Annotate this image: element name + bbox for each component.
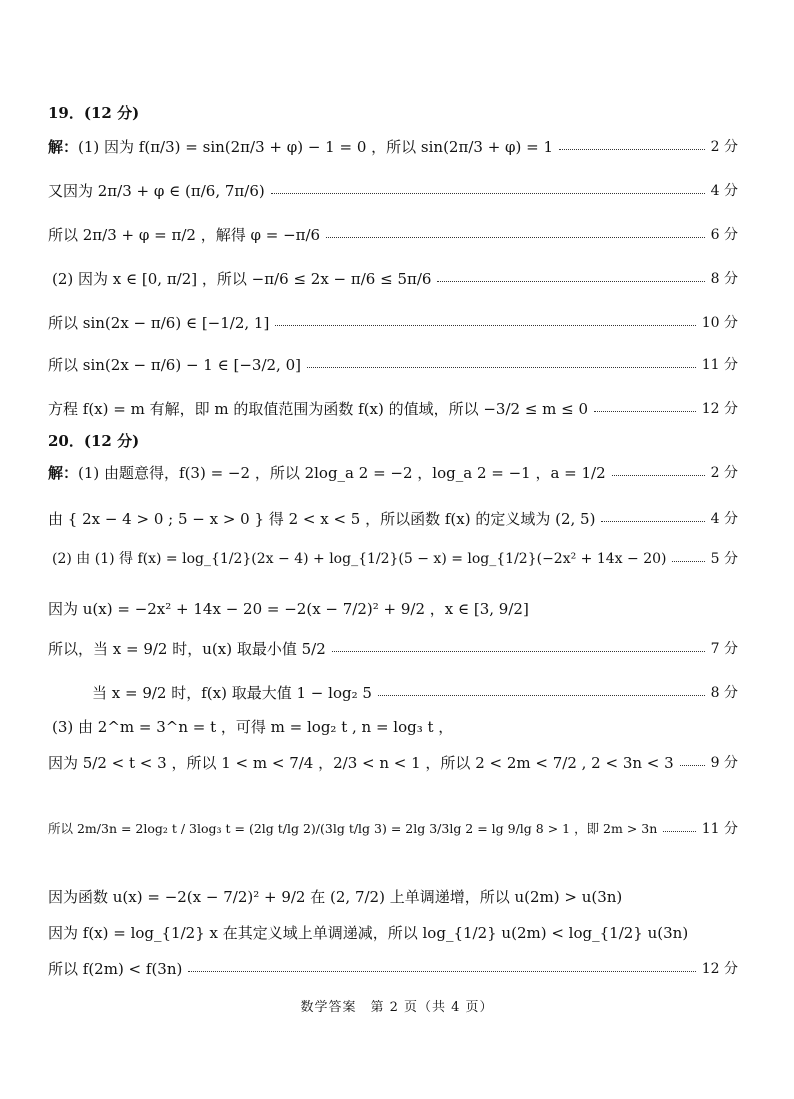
score-label: 4 分 [710, 183, 738, 199]
leader-dots [307, 367, 696, 368]
q19-step-1: 解： (1) 因为 f(π/3) = sin(2π/3 + φ) − 1 = 0 ，所以 sin(2π/3 + φ) = 1 2 分 [48, 137, 738, 156]
leader-dots [663, 831, 695, 832]
score-label: 7 分 [710, 641, 738, 657]
q20-step-1: 解： (1) 由题意得，f(3) = −2 ，所以 2log_a 2 = −2 ，log_a 2 = −1 ，a = 1/2 2 分 [48, 463, 738, 482]
score-label: 4 分 [710, 511, 738, 527]
q20-step-2: 由 { 2x − 4 > 0 ; 5 − x > 0 } 得 2 < x < 5 ，所以函数 f(x) 的定义域为 (2, 5) 4 分 [48, 509, 738, 528]
score-label: 2 分 [710, 465, 738, 481]
leader-dots [326, 237, 705, 238]
score-label: 6 分 [710, 227, 738, 243]
leader-dots [680, 765, 705, 766]
leader-dots [612, 475, 705, 476]
page-footer: 数学答案 第 2 页（共 4 页） [300, 1000, 494, 1015]
score-label: 11 分 [701, 357, 738, 373]
q20-step-3: (2) 由 (1) 得 f(x) = log_{1/2}(2x − 4) + log_{1/2}(5 − x) = log_{1/2}(−2x² + 14x − 20) 5 分 [52, 538, 738, 578]
q19-step-3: 所以 2π/3 + φ = π/2 ，解得 φ = −π/6 6 分 [48, 225, 738, 244]
q20-step-8: 因为 5/2 < t < 3 ，所以 1 < m < 7/4 ，2/3 < n < 1 ，所以 2 < 2m < 7/2 , 2 < 3n < 3 9 分 [48, 753, 738, 772]
leader-dots [332, 651, 705, 652]
leader-dots [378, 695, 705, 696]
q19-step-6: 所以 sin(2x − π/6) − 1 ∈ [−3/2, 0] 11 分 [48, 355, 738, 374]
score-label: 10 分 [701, 315, 738, 331]
leader-dots [437, 281, 704, 282]
q19-step-7: 方程 f(x) = m 有解，即 m 的取值范围为函数 f(x) 的值域，所以 −3/2 ≤ m ≤ 0 12 分 [48, 399, 738, 418]
score-label: 2 分 [710, 139, 738, 155]
q19-step-5: 所以 sin(2x − π/6) ∈ [−1/2, 1] 10 分 [48, 313, 738, 332]
q20-step-6: 当 x = 9/2 时，f(x) 取最大值 1 − log₂ 5 8 分 [92, 683, 738, 702]
q19-heading: 19．(12 分) [48, 103, 140, 122]
q20-step-7: (3) 由 2^m = 3^n = t ，可得 m = log₂ t , n = log₃ t ， [52, 717, 454, 736]
q20-step-10: 因为函数 u(x) = −2(x − 7/2)² + 9/2 在 (2, 7/2) 上单调递增，所以 u(2m) > u(3n) [48, 887, 623, 906]
score-label: 9 分 [710, 755, 738, 771]
leader-dots [601, 521, 704, 522]
score-label: 12 分 [701, 401, 738, 417]
score-label: 5 分 [710, 551, 738, 567]
leader-dots [188, 971, 695, 972]
q20-step-9: 所以 2m/3n = 2log₂ t / 3log₃ t = (2lg t/lg 2)/(3lg t/lg 3) = 2lg 3/3lg 2 = lg 9/lg 8 > 1 ，即 2m > 3n 11 分 [48, 808, 738, 848]
score-label: 8 分 [710, 685, 738, 701]
leader-dots [275, 325, 695, 326]
q20-step-4: 因为 u(x) = −2x² + 14x − 20 = −2(x − 7/2)² + 9/2 ，x ∈ [3, 9/2] [48, 599, 529, 618]
leader-dots [559, 149, 705, 150]
score-label: 11 分 [701, 821, 738, 837]
q20-step-11: 因为 f(x) = log_{1/2} x 在其定义域上单调递减，所以 log_{1/2} u(2m) < log_{1/2} u(3n) [48, 923, 689, 942]
q20-heading: 20．(12 分) [48, 431, 140, 450]
leader-dots [594, 411, 696, 412]
q19-step-4: (2) 因为 x ∈ [0, π/2] ，所以 −π/6 ≤ 2x − π/6 ≤ 5π/6 8 分 [52, 269, 738, 288]
q20-step-5: 所以，当 x = 9/2 时，u(x) 取最小值 5/2 7 分 [48, 639, 738, 658]
leader-dots [672, 561, 704, 562]
q19-step-2: 又因为 2π/3 + φ ∈ (π/6, 7π/6) 4 分 [48, 181, 738, 200]
leader-dots [271, 193, 705, 194]
score-label: 12 分 [701, 961, 738, 977]
q20-step-12: 所以 f(2m) < f(3n) 12 分 [48, 959, 738, 978]
score-label: 8 分 [710, 271, 738, 287]
